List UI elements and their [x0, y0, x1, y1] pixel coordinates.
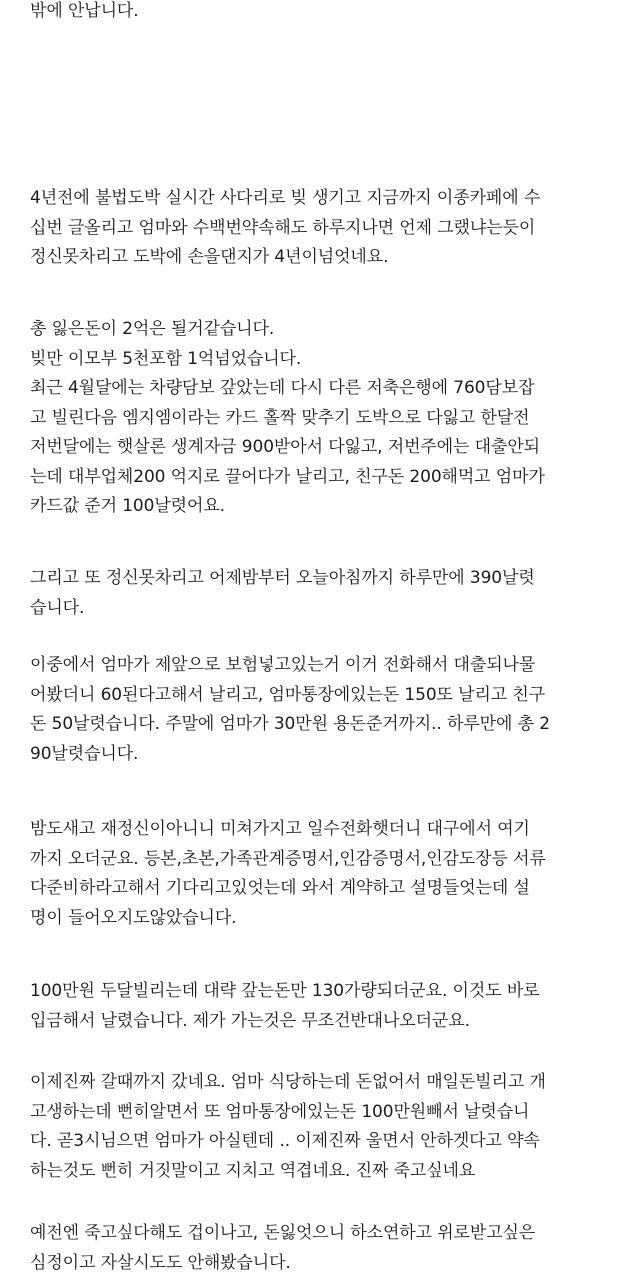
text-line: 총 잃은돈이 2억은 될거같습니다. [30, 319, 275, 339]
text-line: 하는것도 뻔히 거짓말이고 지치고 역겹네요. 진짜 죽고싶네요 [30, 1160, 476, 1181]
text-line: 고 빌린다음 엠지엠이라는 카드 홀짝 맞추기 도박으로 다잃고 한달전 [30, 407, 530, 428]
text-line: 입금해서 날렸습니다. 제가 가는것은 무조건반대나오더군요. [30, 1010, 470, 1031]
text-line: 저번달에는 햇살론 생계자금 900받아서 다잃고, 저번주에는 대출안되 [30, 437, 540, 457]
text-line: 밖에 안납니다. [30, 1, 139, 21]
text-line: 카드값 준거 100날렷어요. [30, 496, 225, 516]
text-line: 4년전에 불법도박 실시간 사다리로 빚 생기고 지금까지 이종카페에 수 [30, 188, 541, 208]
text-line: 다. 곧3시님으면 엄마가 아실텐데 .. 이제진짜 울면서 안하겟다고 약속 [30, 1131, 540, 1151]
text-line: 심정이고 자살시도도 안해봤습니다. [30, 1252, 291, 1273]
paragraph [30, 977, 630, 1036]
paragraph [30, 1068, 630, 1186]
paragraph [30, 651, 630, 769]
text-line: 그리고 또 정신못차리고 어제밤부터 오늘아침까지 하루만에 390날렷 [30, 568, 535, 588]
paragraph [30, 815, 630, 933]
paragraph [30, 1219, 630, 1278]
paragraph [30, 184, 630, 273]
paragraph [30, 315, 630, 522]
text-line: 어봤더니 60된다고해서 날리고, 엄마통장에있는돈 150또 날리고 친구 [30, 684, 546, 705]
text-line: 밤도새고 재정신이아니니 미쳐가지고 일수전화햇더니 대구에서 여기 [30, 819, 530, 839]
text-line: 돈 50날렷습니다. 주말에 엄마가 30만원 용돈준거까지.. 하루만에 총 2 [30, 714, 550, 734]
text-line: 빚만 이모부 5천포함 1억넘었습니다. [30, 348, 302, 369]
text-line: 이중에서 엄마가 제앞으로 보험넣고있는거 이거 전화해서 대출되나물 [30, 655, 536, 675]
text-line: 예전엔 죽고싶다해도 겁이나고, 돈잃엇으니 하소연하고 위로받고싶은 [30, 1223, 536, 1243]
paragraph [30, 0, 630, 27]
text-line: 정신못차리고 도박에 손을댄지가 4년이넘엇네요. [30, 247, 389, 267]
text-line: 고생하는데 뻔히알면서 또 엄마통장에있는돈 100만원빼서 날렷습니 [30, 1101, 530, 1122]
text-line: 명이 들어오지도않았습니다. [30, 907, 237, 928]
text-line: 이제진짜 갈때까지 갔네요. 엄마 식당하는데 돈없어서 매일돈빌리고 개 [30, 1072, 546, 1092]
text-line: 최근 4월달에는 차량담보 갚았는데 다시 다른 저축은행에 760담보잡 [30, 378, 535, 398]
text-line: 습니다. [30, 597, 85, 618]
text-line: 90날렷습니다. [30, 743, 139, 764]
text-line: 십번 글올리고 엄마와 수백번약속해도 하루지나면 언제 그랬냐는듯이 [30, 217, 536, 238]
text-line: 는데 대부업체200 억지로 끌어다가 날리고, 친구돈 200해먹고 엄마가 [30, 466, 545, 487]
paragraph [30, 564, 630, 623]
text-line: 100만원 두달빌리는데 대략 갚는돈만 130가량되더군요. 이것도 바로 [30, 981, 540, 1001]
text-line: 다준비하라고해서 기다리고있엇는데 와서 계약하고 설명들엇는데 설 [30, 878, 530, 898]
text-line: 까지 오더군요. 등본,초본,가족관계증명서,인감증명서,인감도장등 서류 [30, 848, 546, 869]
